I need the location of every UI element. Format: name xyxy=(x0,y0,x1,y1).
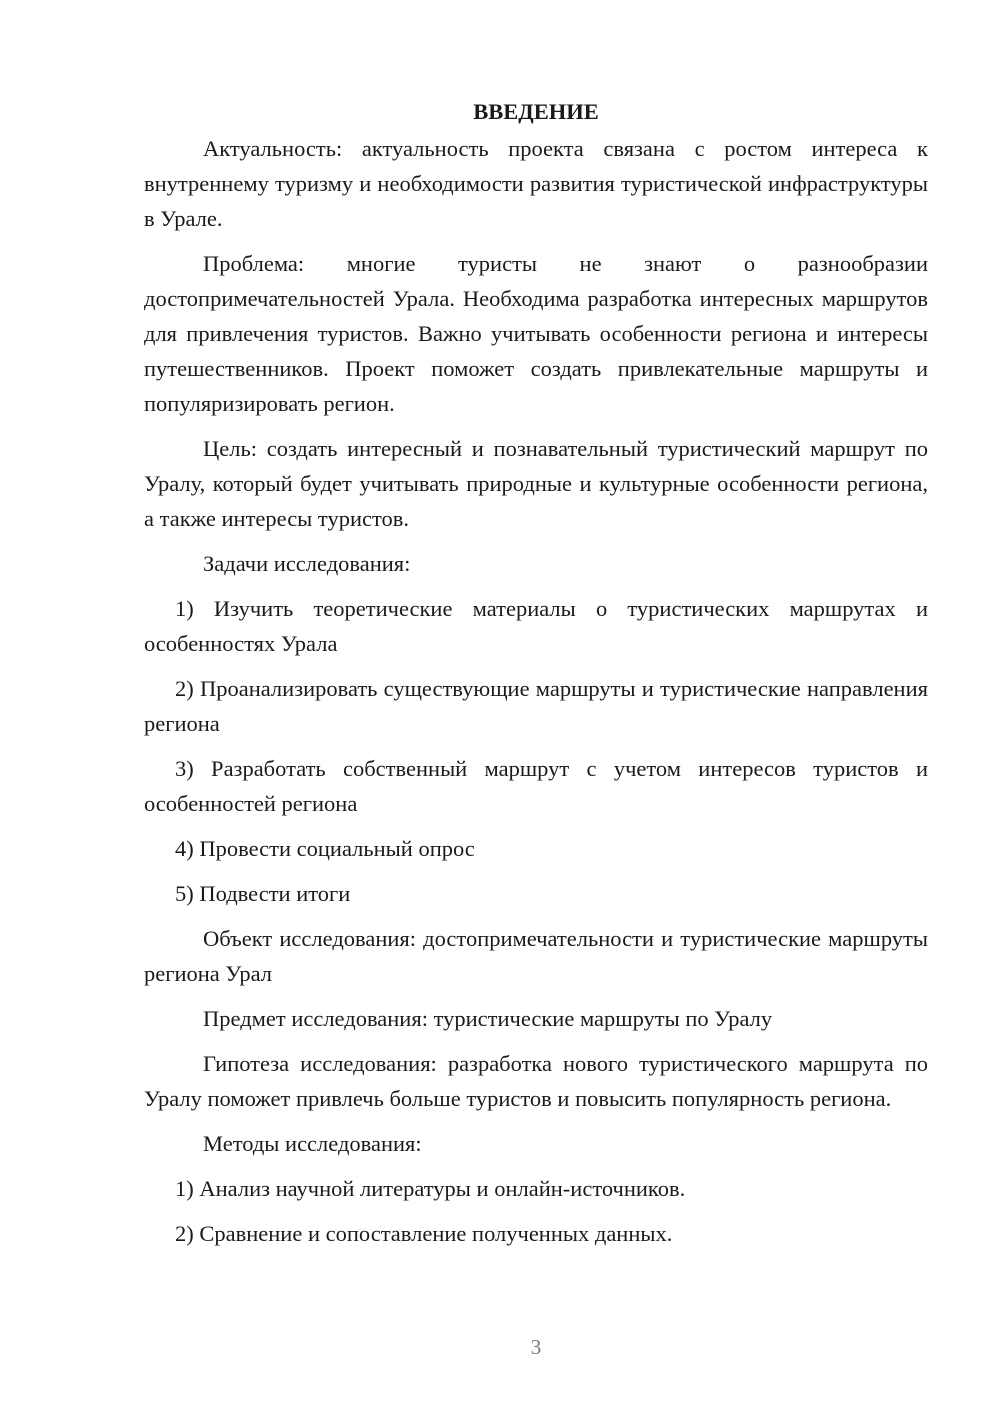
method-item: 1) Анализ научной литературы и онлайн-источников. xyxy=(175,1176,686,1201)
paragraph-subject: Предмет исследования: туристические маршруты по Уралу xyxy=(203,1006,773,1031)
paragraph-hypothesis: Гипотеза исследования: разработка нового туристического маршрута по Уралу поможет привлечь больше туристов и повысить популярность региона. xyxy=(144,1051,928,1111)
paragraph-problem: Проблема: многие туристы не знают о разнообразии достопримечательностей Урала. Необходима разработка интересных маршрутов для привлечения туристов. Важно учитывать особенности региона и интересы путешественников. Проект поможет создать привлекательные маршруты и популяризировать регион. xyxy=(144,251,928,416)
method-item: 2) Сравнение и сопоставление полученных данных. xyxy=(175,1221,673,1246)
tasks-heading: Задачи исследования: xyxy=(203,551,411,576)
methods-heading: Методы исследования: xyxy=(203,1131,422,1156)
task-item: 2) Проанализировать существующие маршруты и туристические направления региона xyxy=(144,676,928,736)
task-item: 4) Провести социальный опрос xyxy=(175,836,475,861)
document-page xyxy=(144,94,928,1261)
paragraph-object: Объект исследования: достопримечательности и туристические маршруты региона Урал xyxy=(144,926,928,986)
page-number: 3 xyxy=(530,1335,542,1359)
paragraph-goal: Цель: создать интересный и познавательный туристический маршрут по Уралу, который будет учитывать природные и культурные особенности региона, а также интересы туристов. xyxy=(144,436,928,531)
task-item: 3) Разработать собственный маршрут с учетом интересов туристов и особенностей региона xyxy=(144,756,928,816)
page-title: ВВЕДЕНИЕ xyxy=(473,99,599,124)
paragraph-relevance: Актуальность: актуальность проекта связана с ростом интереса к внутреннему туризму и необходимости развития туристической инфраструктуры в Урале. xyxy=(144,136,928,231)
task-item: 1) Изучить теоретические материалы о туристических маршрутах и особенностях Урала xyxy=(144,596,928,656)
task-item: 5) Подвести итоги xyxy=(175,881,351,906)
